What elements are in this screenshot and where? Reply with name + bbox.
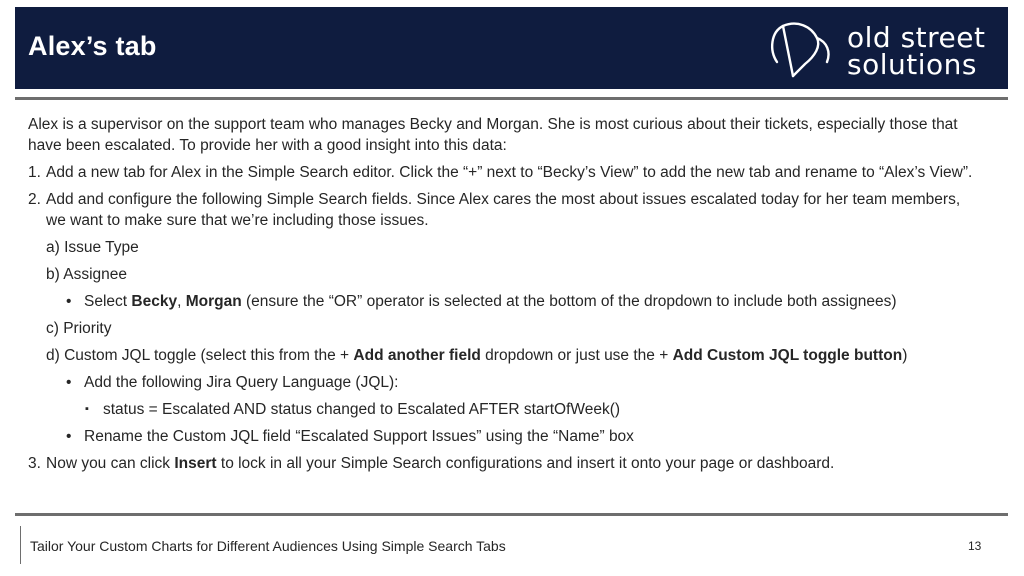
slide-title: Alex’s tab [28, 31, 157, 61]
logo-line-1: old street [847, 21, 986, 54]
sub-item-d-text: dropdown or just use the + [480, 347, 673, 364]
assignee-bullet [28, 291, 983, 312]
top-divider [15, 97, 1008, 100]
sub-item-b: b) Assignee [46, 266, 127, 283]
becky-bold: Becky [131, 293, 178, 310]
bullet-icon: • [66, 374, 72, 391]
add-another-field-bold: Add another field [353, 347, 481, 364]
logo-mark-icon [767, 16, 837, 82]
step-1 [28, 162, 983, 183]
rename-bullet [28, 426, 983, 447]
jql-query-bullet [28, 399, 983, 420]
company-logo [767, 16, 1007, 82]
sub-item-c: c) Priority [46, 320, 112, 337]
step-3-number: 3. [28, 455, 41, 472]
header-banner [15, 7, 1008, 89]
step-1-number: 1. [28, 164, 41, 181]
step-2-text: Add and configure the following Simple Search fields. Since Alex cares the most about issues escalated today for her team members, we want to make sure that we’re including those issues. [46, 191, 961, 229]
sub-item-a: a) Issue Type [46, 239, 139, 256]
bullet-text: Select [84, 293, 132, 310]
step-3-text: to lock in all your Simple Search configurations and insert it onto your page or dashboard. [216, 455, 835, 472]
square-bullet-icon: ▪ [85, 403, 89, 415]
bullet-text: Add the following Jira Query Language (JQL): [84, 374, 399, 391]
add-custom-jql-bold: Add Custom JQL toggle button [672, 347, 903, 364]
bullet-text: , [177, 293, 186, 310]
step-3 [28, 453, 983, 474]
bullet-icon: • [66, 293, 72, 310]
step-3-text: Now you can click [46, 455, 175, 472]
bullet-icon: • [66, 428, 72, 445]
footer-title: Tailor Your Custom Charts for Different Audiences Using Simple Search Tabs [30, 538, 506, 554]
jql-query-text: status = Escalated AND status changed to Escalated AFTER startOfWeek() [103, 401, 621, 418]
bullet-text: (ensure the “OR” operator is selected at the bottom of the dropdown to include both assignees) [241, 293, 897, 310]
logo-line-2: solutions [847, 48, 977, 81]
insert-bold: Insert [174, 455, 217, 472]
jql-bullet [28, 372, 983, 393]
page-number: 13 [968, 539, 982, 553]
sub-item-d-text: d) Custom JQL toggle (select this from the + [46, 347, 354, 364]
morgan-bold: Morgan [185, 293, 242, 310]
sub-item-d-text: ) [902, 347, 908, 364]
bullet-text: Rename the Custom JQL field “Escalated Support Issues” using the “Name” box [84, 428, 634, 445]
step-2 [28, 189, 983, 231]
intro-paragraph: Alex is a supervisor on the support team who manages Becky and Morgan. She is most curious about their tickets, especially those that have been escalated. To provide her with a good insight into this data: [28, 116, 958, 154]
step-1-text: Add a new tab for Alex in the Simple Search editor. Click the “+” next to “Becky’s View” to add the new tab and rename to “Alex’s View”. [46, 164, 973, 181]
slide-body [28, 114, 983, 480]
step-2-number: 2. [28, 191, 41, 208]
footer-accent-line [20, 526, 21, 564]
logo-wordmark [847, 21, 986, 81]
sub-item-d [28, 345, 983, 366]
bottom-divider [15, 513, 1008, 516]
